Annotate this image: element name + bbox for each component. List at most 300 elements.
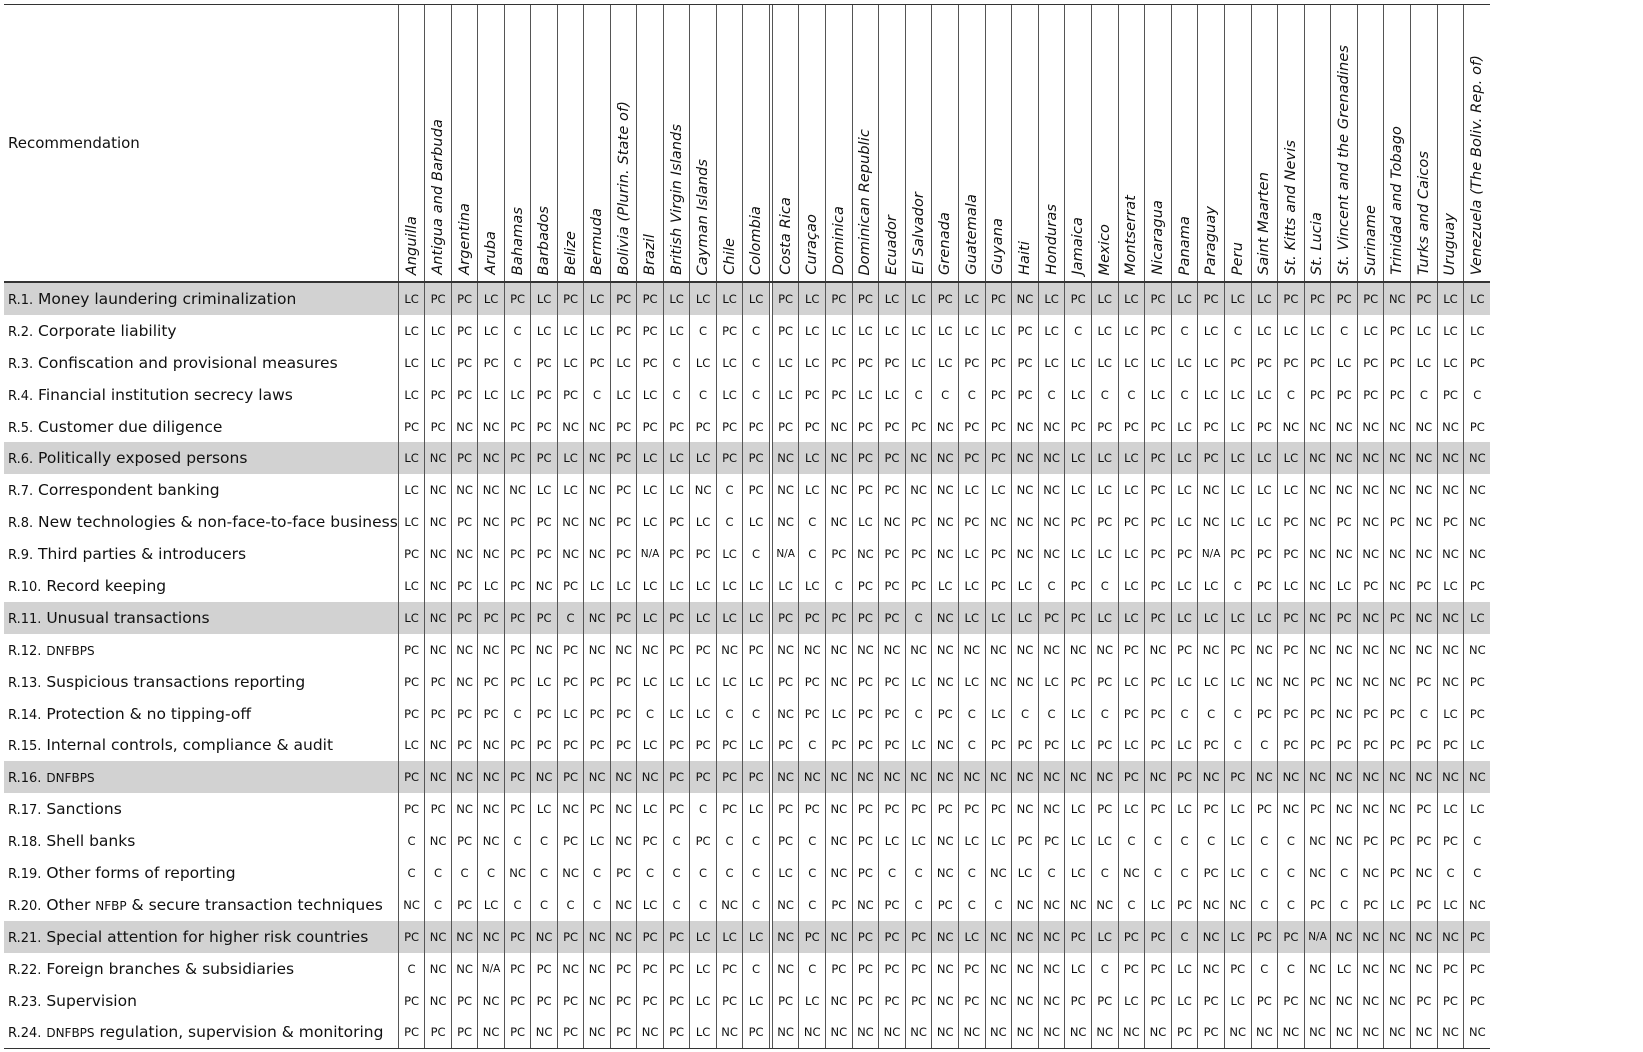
rating-cell: PC xyxy=(1065,602,1092,634)
rating-cell: PC xyxy=(1065,570,1092,602)
column-header-mexico: Mexico xyxy=(1091,5,1118,283)
table-row xyxy=(4,282,1490,315)
rating-cell: NC xyxy=(1224,1016,1251,1048)
rating-cell: LC xyxy=(743,921,770,953)
rating-cell: C xyxy=(716,698,743,730)
rating-cell: LC xyxy=(772,347,799,379)
rating-cell: PC xyxy=(1251,538,1278,570)
rating-cell: PC xyxy=(879,538,906,570)
column-header-belize: Belize xyxy=(557,5,584,283)
rating-cell: PC xyxy=(451,602,478,634)
rating-cell: LC xyxy=(716,347,743,379)
rating-cell: PC xyxy=(1065,282,1092,315)
rating-cell: NC xyxy=(1278,1016,1305,1048)
rating-cell: NC xyxy=(772,761,799,793)
recommendation-number: R.10. xyxy=(8,579,42,595)
rating-cell: NC xyxy=(1411,602,1438,634)
rating-cell: PC xyxy=(1065,985,1092,1017)
rating-cell: PC xyxy=(1145,411,1172,443)
table-row xyxy=(4,315,1490,347)
rating-cell: C xyxy=(905,857,932,889)
rating-cell: PC xyxy=(398,985,425,1017)
rating-cell: NC xyxy=(1304,474,1331,506)
rating-cell: PC xyxy=(1145,666,1172,698)
rating-cell: NC xyxy=(425,953,452,985)
rating-cell: NC xyxy=(985,634,1012,666)
rating-cell: PC xyxy=(1145,474,1172,506)
rating-cell: PC xyxy=(584,793,611,825)
rating-cell: C xyxy=(1251,729,1278,761)
recommendation-text: Correspondent banking xyxy=(38,481,220,500)
rating-cell: NC xyxy=(584,985,611,1017)
column-header-ecuador: Ecuador xyxy=(879,5,906,283)
rating-cell: NC xyxy=(1012,921,1039,953)
recommendation-label xyxy=(4,570,398,602)
rating-cell: LC xyxy=(398,442,425,474)
rating-cell: NC xyxy=(531,921,558,953)
rating-cell: NC xyxy=(1464,538,1491,570)
rating-cell: LC xyxy=(1091,442,1118,474)
rating-cell: PC xyxy=(743,761,770,793)
rating-cell: LC xyxy=(716,602,743,634)
rating-cell: NC xyxy=(1331,474,1358,506)
rating-cell: PC xyxy=(1278,921,1305,953)
rating-cell: NC xyxy=(932,953,959,985)
rating-cell: LC xyxy=(879,379,906,411)
rating-cell: NC xyxy=(1357,985,1384,1017)
rating-cell: NC xyxy=(478,921,505,953)
recommendation-text: DNFBPS regulation, supervision & monitoring xyxy=(46,1023,384,1042)
rating-cell: LC xyxy=(478,889,505,921)
rating-cell: PC xyxy=(1278,729,1305,761)
rating-cell: PC xyxy=(1224,761,1251,793)
rating-cell: PC xyxy=(852,570,879,602)
rating-cell: LC xyxy=(1331,570,1358,602)
header-row xyxy=(4,5,1490,283)
recommendation-label xyxy=(4,411,398,443)
rating-cell: PC xyxy=(1437,953,1464,985)
rating-cell: C xyxy=(905,379,932,411)
rating-cell: LC xyxy=(637,602,664,634)
rating-cell: NC xyxy=(1437,761,1464,793)
rating-cell: NC xyxy=(1384,953,1411,985)
rating-cell: NC xyxy=(1091,761,1118,793)
rating-cell: PC xyxy=(637,411,664,443)
rating-cell: LC xyxy=(1118,985,1145,1017)
recommendation-number: R.4. xyxy=(8,388,34,404)
rating-cell: NC xyxy=(1038,953,1065,985)
rating-cell: NC xyxy=(932,985,959,1017)
rating-cell: NC xyxy=(1091,1016,1118,1048)
rating-cell: PC xyxy=(531,506,558,538)
rating-cell: NC xyxy=(772,953,799,985)
rating-cell: NC xyxy=(1198,761,1225,793)
rating-cell: NC xyxy=(425,474,452,506)
rating-cell: N/A xyxy=(1304,921,1331,953)
rating-cell: PC xyxy=(772,666,799,698)
table-row xyxy=(4,953,1490,985)
rating-cell: LC xyxy=(1437,698,1464,730)
table-row xyxy=(4,347,1490,379)
rating-cell: PC xyxy=(1145,538,1172,570)
rating-cell: PC xyxy=(557,761,584,793)
rating-cell: NC xyxy=(398,889,425,921)
rating-cell: PC xyxy=(690,761,717,793)
rating-cell: LC xyxy=(1224,411,1251,443)
rating-cell: PC xyxy=(1331,729,1358,761)
recommendation-number: R.9. xyxy=(8,548,34,564)
rating-cell: NC xyxy=(584,506,611,538)
rating-cell: PC xyxy=(743,442,770,474)
rating-cell: LC xyxy=(1145,889,1172,921)
rating-cell: PC xyxy=(610,953,637,985)
rating-cell: NC xyxy=(826,921,853,953)
rating-cell: LC xyxy=(690,953,717,985)
rating-cell: PC xyxy=(451,442,478,474)
rating-cell: LC xyxy=(1464,793,1491,825)
rating-cell: PC xyxy=(398,921,425,953)
rating-cell: PC xyxy=(1357,347,1384,379)
rating-cell: PC xyxy=(985,411,1012,443)
rating-cell: PC xyxy=(1464,570,1491,602)
rating-cell: NC xyxy=(557,538,584,570)
rating-cell: PC xyxy=(531,729,558,761)
rating-cell: NC xyxy=(1357,761,1384,793)
recommendation-header: Recommendation xyxy=(4,5,398,283)
rating-cell: PC xyxy=(504,538,531,570)
rating-cell: C xyxy=(1278,953,1305,985)
rating-cell: NC xyxy=(1411,538,1438,570)
rating-cell: LC xyxy=(958,538,985,570)
rating-cell: LC xyxy=(958,474,985,506)
rating-cell: PC xyxy=(1065,666,1092,698)
rating-cell: PC xyxy=(879,985,906,1017)
rating-cell: LC xyxy=(690,698,717,730)
rating-cell: PC xyxy=(1357,379,1384,411)
rating-cell: PC xyxy=(772,985,799,1017)
recommendation-number: R.2. xyxy=(8,324,34,340)
rating-cell: LC xyxy=(852,379,879,411)
rating-cell: LC xyxy=(1065,793,1092,825)
rating-cell: NC xyxy=(826,506,853,538)
rating-cell: C xyxy=(1091,570,1118,602)
rating-cell: PC xyxy=(1118,634,1145,666)
recommendation-number: R.14. xyxy=(8,707,42,723)
rating-cell: PC xyxy=(716,793,743,825)
rating-cell: NC xyxy=(1331,985,1358,1017)
rating-cell: LC xyxy=(398,729,425,761)
rating-cell: LC xyxy=(1198,379,1225,411)
rating-cell: PC xyxy=(504,634,531,666)
rating-cell: LC xyxy=(1251,602,1278,634)
rating-cell: PC xyxy=(1331,602,1358,634)
rating-cell: NC xyxy=(1357,634,1384,666)
rating-cell: C xyxy=(504,889,531,921)
rating-cell: PC xyxy=(826,953,853,985)
rating-cell: PC xyxy=(879,666,906,698)
rating-cell: PC xyxy=(985,793,1012,825)
rating-cell: C xyxy=(1145,857,1172,889)
column-header-suriname: Suriname xyxy=(1357,5,1384,283)
rating-cell: NC xyxy=(478,538,505,570)
rating-cell: LC xyxy=(1224,602,1251,634)
rating-cell: LC xyxy=(1091,538,1118,570)
rating-cell: PC xyxy=(958,347,985,379)
rating-cell: NC xyxy=(932,634,959,666)
rating-cell: LC xyxy=(398,347,425,379)
rating-cell: C xyxy=(504,315,531,347)
rating-cell: PC xyxy=(1411,729,1438,761)
rating-cell: NC xyxy=(451,666,478,698)
rating-cell: PC xyxy=(610,538,637,570)
rating-cell: PC xyxy=(879,793,906,825)
table-row xyxy=(4,411,1490,443)
rating-cell: NC xyxy=(1038,538,1065,570)
rating-cell: LC xyxy=(398,379,425,411)
rating-cell: NC xyxy=(1464,442,1491,474)
table-row xyxy=(4,921,1490,953)
rating-cell: PC xyxy=(398,538,425,570)
rating-cell: PC xyxy=(504,793,531,825)
rating-cell: PC xyxy=(1384,379,1411,411)
rating-cell: PC xyxy=(690,538,717,570)
rating-cell: NC xyxy=(1357,857,1384,889)
rating-cell: NC xyxy=(1384,442,1411,474)
rating-cell: PC xyxy=(478,698,505,730)
rating-cell: NC xyxy=(1012,474,1039,506)
rating-cell: C xyxy=(985,889,1012,921)
rating-cell: PC xyxy=(743,411,770,443)
rating-cell: NC xyxy=(852,1016,879,1048)
rating-cell: LC xyxy=(690,666,717,698)
rating-cell: LC xyxy=(478,315,505,347)
recommendation-label xyxy=(4,666,398,698)
rating-cell: C xyxy=(716,857,743,889)
rating-cell: PC xyxy=(852,793,879,825)
recommendation-label xyxy=(4,1016,398,1048)
rating-cell: PC xyxy=(1251,411,1278,443)
rating-cell: NC xyxy=(1384,474,1411,506)
rating-cell: LC xyxy=(663,698,690,730)
rating-cell: NC xyxy=(1357,953,1384,985)
rating-cell: PC xyxy=(584,729,611,761)
rating-cell: NC xyxy=(584,921,611,953)
rating-cell: PC xyxy=(663,506,690,538)
recommendation-label xyxy=(4,602,398,634)
rating-cell: PC xyxy=(557,634,584,666)
rating-cell: LC xyxy=(1464,729,1491,761)
rating-cell: PC xyxy=(663,921,690,953)
rating-cell: NC xyxy=(1304,602,1331,634)
rating-cell: PC xyxy=(1304,347,1331,379)
rating-cell: C xyxy=(958,729,985,761)
rating-cell: PC xyxy=(504,666,531,698)
rating-cell: PC xyxy=(1411,282,1438,315)
rating-cell: LC xyxy=(1118,474,1145,506)
rating-cell: NC xyxy=(1304,857,1331,889)
rating-cell: NC xyxy=(557,953,584,985)
rating-cell: LC xyxy=(905,347,932,379)
rating-cell: PC xyxy=(1411,793,1438,825)
rating-cell: LC xyxy=(1198,602,1225,634)
rating-cell: LC xyxy=(398,506,425,538)
rating-cell: LC xyxy=(958,315,985,347)
rating-cell: NC xyxy=(557,506,584,538)
table-row xyxy=(4,570,1490,602)
rating-cell: PC xyxy=(1118,953,1145,985)
rating-cell: C xyxy=(1118,825,1145,857)
rating-cell: LC xyxy=(1118,729,1145,761)
rating-cell: PC xyxy=(1145,570,1172,602)
rating-cell: PC xyxy=(1038,825,1065,857)
rating-cell: NC xyxy=(1464,474,1491,506)
rating-cell: PC xyxy=(1384,347,1411,379)
rating-cell: LC xyxy=(1065,729,1092,761)
rating-cell: PC xyxy=(852,857,879,889)
rating-cell: LC xyxy=(716,379,743,411)
rating-cell: PC xyxy=(826,347,853,379)
table-row xyxy=(4,857,1490,889)
rating-cell: NC xyxy=(504,474,531,506)
rating-cell: NC xyxy=(1304,570,1331,602)
rating-cell: C xyxy=(743,347,770,379)
rating-cell: NC xyxy=(772,698,799,730)
rating-cell: NC xyxy=(1278,411,1305,443)
recommendation-text: Other forms of reporting xyxy=(46,863,236,882)
rating-cell: PC xyxy=(1411,666,1438,698)
rating-cell: PC xyxy=(1171,1016,1198,1048)
rating-cell: LC xyxy=(772,379,799,411)
rating-cell: NC xyxy=(1278,666,1305,698)
rating-cell: LC xyxy=(610,347,637,379)
rating-cell: PC xyxy=(1224,538,1251,570)
table-body xyxy=(4,282,1490,1049)
rating-cell: LC xyxy=(799,474,826,506)
rating-cell: LC xyxy=(1118,793,1145,825)
rating-cell: LC xyxy=(1118,282,1145,315)
rating-cell: NC xyxy=(1278,761,1305,793)
rating-cell: LC xyxy=(826,315,853,347)
rating-cell: NC xyxy=(584,442,611,474)
column-header-antigua-and-barbuda: Antigua and Barbuda xyxy=(425,5,452,283)
rating-cell: NC xyxy=(425,985,452,1017)
rating-cell: LC xyxy=(985,315,1012,347)
rating-cell: NC xyxy=(1012,282,1039,315)
rating-cell: LC xyxy=(690,442,717,474)
rating-cell: PC xyxy=(1118,411,1145,443)
rating-cell: PC xyxy=(531,985,558,1017)
rating-cell: NC xyxy=(1464,506,1491,538)
rating-cell: LC xyxy=(1224,985,1251,1017)
rating-cell: NC xyxy=(1304,985,1331,1017)
rating-cell: PC xyxy=(985,442,1012,474)
rating-cell: NC xyxy=(1331,921,1358,953)
recommendation-text: New technologies & non-face-to-face business xyxy=(38,513,398,532)
rating-cell: NC xyxy=(1331,538,1358,570)
rating-cell: NC xyxy=(772,1016,799,1048)
rating-cell: LC xyxy=(905,729,932,761)
rating-cell: NC xyxy=(451,761,478,793)
rating-cell: C xyxy=(958,698,985,730)
rating-cell: LC xyxy=(1038,315,1065,347)
rating-cell: C xyxy=(690,793,717,825)
recommendation-text: Supervision xyxy=(46,991,137,1010)
rating-cell: NC xyxy=(932,825,959,857)
rating-cell: PC xyxy=(799,411,826,443)
rating-cell: C xyxy=(1331,315,1358,347)
rating-cell: LC xyxy=(932,315,959,347)
rating-cell: PC xyxy=(637,921,664,953)
rating-cell: PC xyxy=(637,315,664,347)
rating-cell: PC xyxy=(905,921,932,953)
column-header-cayman-islands: Cayman Islands xyxy=(690,5,717,283)
rating-cell: NC xyxy=(852,889,879,921)
rating-cell: PC xyxy=(398,634,425,666)
rating-cell: NC xyxy=(1304,634,1331,666)
rating-cell: NC xyxy=(1331,634,1358,666)
rating-cell: PC xyxy=(1304,793,1331,825)
rating-cell: PC xyxy=(1278,985,1305,1017)
recommendation-text: Sanctions xyxy=(46,800,122,819)
rating-cell: PC xyxy=(1065,506,1092,538)
rating-cell: LC xyxy=(716,282,743,315)
rating-cell: C xyxy=(504,347,531,379)
rating-cell: C xyxy=(531,825,558,857)
rating-cell: LC xyxy=(557,442,584,474)
column-header-venezuela-the-boliv-rep-of: Venezuela (The Boliv. Rep. of) xyxy=(1464,5,1491,283)
rating-cell: PC xyxy=(1145,506,1172,538)
rating-cell: PC xyxy=(557,825,584,857)
rating-cell: PC xyxy=(1145,921,1172,953)
rating-cell: PC xyxy=(799,793,826,825)
rating-cell: PC xyxy=(504,442,531,474)
rating-cell: PC xyxy=(1278,538,1305,570)
rating-cell: PC xyxy=(398,1016,425,1048)
rating-cell: C xyxy=(690,889,717,921)
rating-cell: LC xyxy=(663,315,690,347)
rating-cell: PC xyxy=(905,538,932,570)
column-header-barbados: Barbados xyxy=(531,5,558,283)
rating-cell: PC xyxy=(478,666,505,698)
rating-cell: NC xyxy=(425,729,452,761)
rating-cell: NC xyxy=(1251,761,1278,793)
rating-cell: NC xyxy=(799,634,826,666)
rating-cell: PC xyxy=(826,602,853,634)
rating-cell: PC xyxy=(985,347,1012,379)
rating-cell: NC xyxy=(1065,761,1092,793)
rating-cell: NC xyxy=(1464,761,1491,793)
rating-cell: PC xyxy=(879,729,906,761)
rating-cell: PC xyxy=(852,953,879,985)
rating-cell: C xyxy=(1331,889,1358,921)
rating-cell: LC xyxy=(610,379,637,411)
rating-cell: PC xyxy=(852,921,879,953)
rating-cell: LC xyxy=(743,729,770,761)
rating-cell: NC xyxy=(1437,411,1464,443)
rating-cell: PC xyxy=(451,347,478,379)
rating-cell: PC xyxy=(1171,889,1198,921)
rating-cell: PC xyxy=(1145,793,1172,825)
rating-cell: NC xyxy=(425,538,452,570)
rating-cell: LC xyxy=(1224,282,1251,315)
rating-cell: LC xyxy=(425,315,452,347)
rating-cell: PC xyxy=(1145,315,1172,347)
rating-cell: NC xyxy=(1331,825,1358,857)
rating-cell: PC xyxy=(932,793,959,825)
rating-cell: C xyxy=(1145,825,1172,857)
rating-cell: PC xyxy=(451,506,478,538)
recommendation-number: R.7. xyxy=(8,484,34,500)
